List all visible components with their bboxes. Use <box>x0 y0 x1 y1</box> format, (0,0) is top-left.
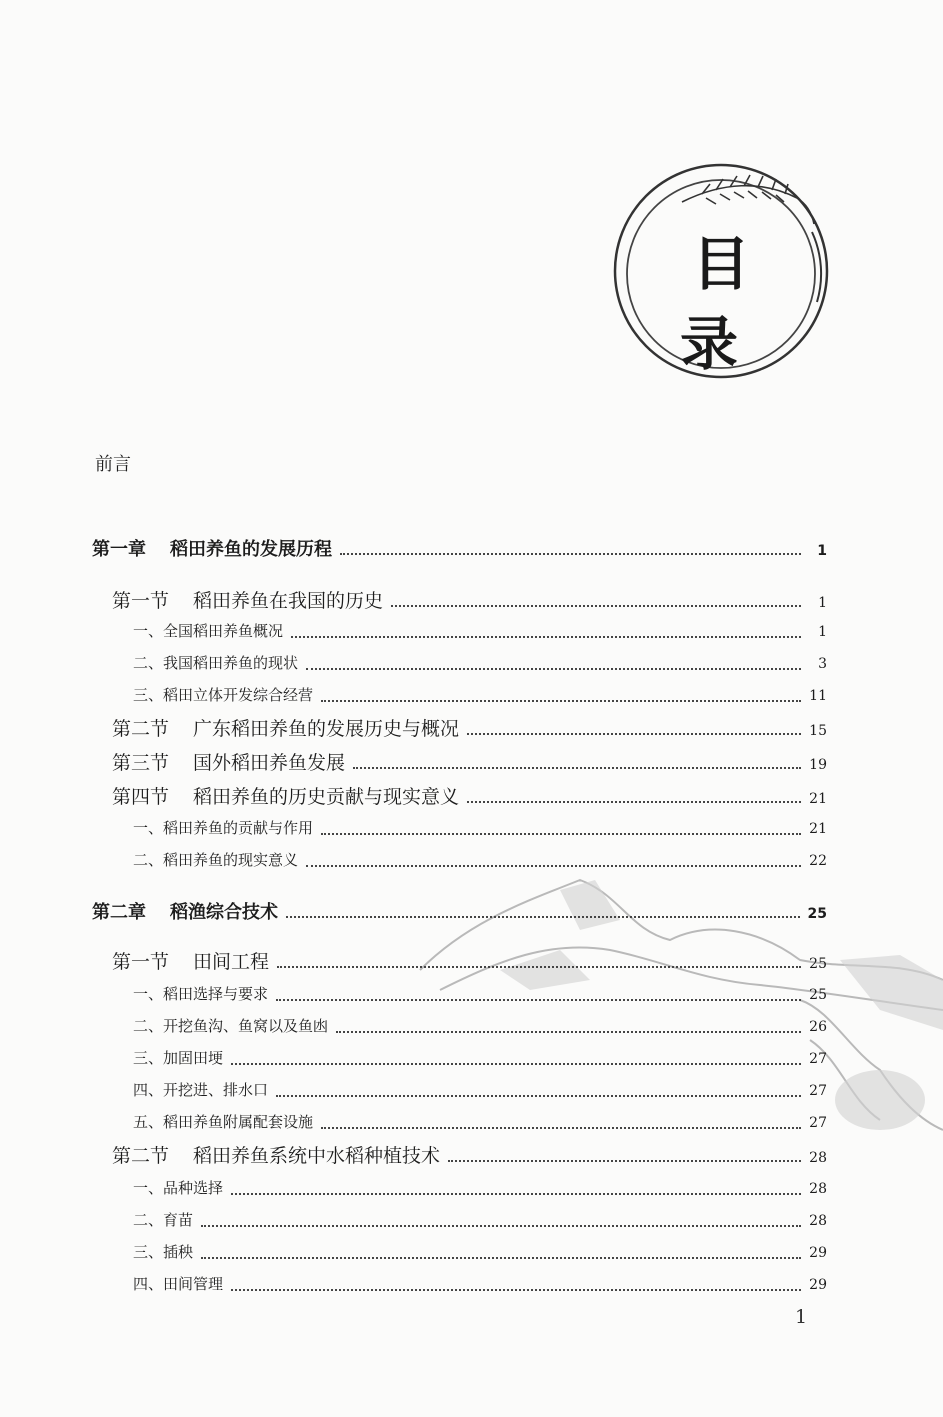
toc-item[interactable]: 五、稻田养鱼附属配套设施 27 <box>133 1113 827 1131</box>
leader-dots <box>321 1127 801 1129</box>
toc-item[interactable]: 一、稻田选择与要求 25 <box>133 985 827 1003</box>
toc-title: 目 录 <box>679 230 774 378</box>
toc-item[interactable]: 三、稻田立体开发综合经营 11 <box>133 686 827 704</box>
leader-dots <box>231 1063 801 1065</box>
preface-entry[interactable]: 前言 <box>95 454 131 475</box>
toc-chapter-1[interactable] <box>92 535 827 561</box>
chapter-label: 第一章 <box>92 539 146 560</box>
chapter-title: 稻田养鱼的发展历程 <box>170 539 332 560</box>
leader-dots <box>321 833 801 835</box>
toc-section[interactable]: 第二节 广东稻田养鱼的发展历史与概况 15 <box>112 718 827 740</box>
leader-dots <box>201 1225 801 1227</box>
toc-item[interactable]: 二、稻田养鱼的现实意义 22 <box>133 851 827 869</box>
leader-dots <box>276 999 801 1001</box>
leader-dots <box>231 1193 801 1195</box>
leader-dots <box>448 1160 801 1162</box>
toc-item[interactable]: 一、全国稻田养鱼概况 1 <box>133 622 827 640</box>
toc-item[interactable]: 三、插秧 29 <box>133 1243 827 1261</box>
page-number: 1 <box>817 543 827 559</box>
toc-item[interactable]: 二、我国稻田养鱼的现状 3 <box>133 654 827 672</box>
leader-dots <box>286 916 800 918</box>
leader-dots <box>321 700 801 702</box>
chapter-label: 第二章 <box>92 902 146 923</box>
leader-dots <box>467 801 801 803</box>
toc-section[interactable]: 第一节 田间工程 25 <box>112 951 827 973</box>
leader-dots <box>353 767 801 769</box>
toc-chapter-2[interactable] <box>92 898 827 924</box>
toc-section[interactable]: 第一节 稻田养鱼在我国的历史 1 <box>112 590 827 612</box>
leader-dots <box>277 966 801 968</box>
toc-item[interactable]: 二、育苗 28 <box>133 1211 827 1229</box>
leader-dots <box>340 553 801 555</box>
leader-dots <box>306 865 801 867</box>
toc-section[interactable]: 第二节 稻田养鱼系统中水稻种植技术 28 <box>112 1145 827 1167</box>
toc-item[interactable]: 四、田间管理 29 <box>133 1275 827 1293</box>
leader-dots <box>276 1095 801 1097</box>
leader-dots <box>306 668 801 670</box>
chapter-title: 稻渔综合技术 <box>170 902 278 923</box>
page-number: 25 <box>807 906 827 922</box>
toc-section[interactable]: 第四节 稻田养鱼的历史贡献与现实意义 21 <box>112 786 827 808</box>
toc-item[interactable]: 一、品种选择 28 <box>133 1179 827 1197</box>
leader-dots <box>336 1031 801 1033</box>
toc-item[interactable]: 一、稻田养鱼的贡献与作用 21 <box>133 819 827 837</box>
toc-section[interactable]: 第三节 国外稻田养鱼发展 19 <box>112 752 827 774</box>
toc-item[interactable]: 二、开挖鱼沟、鱼窝以及鱼凼 26 <box>133 1017 827 1035</box>
toc-item[interactable]: 四、开挖进、排水口 27 <box>133 1081 827 1099</box>
leader-dots <box>291 636 801 638</box>
leader-dots <box>467 733 801 735</box>
page-number-footer: 1 <box>795 1306 808 1328</box>
leader-dots <box>231 1289 801 1291</box>
leader-dots <box>201 1257 801 1259</box>
leader-dots <box>391 605 801 607</box>
toc-item[interactable]: 三、加固田埂 27 <box>133 1049 827 1067</box>
